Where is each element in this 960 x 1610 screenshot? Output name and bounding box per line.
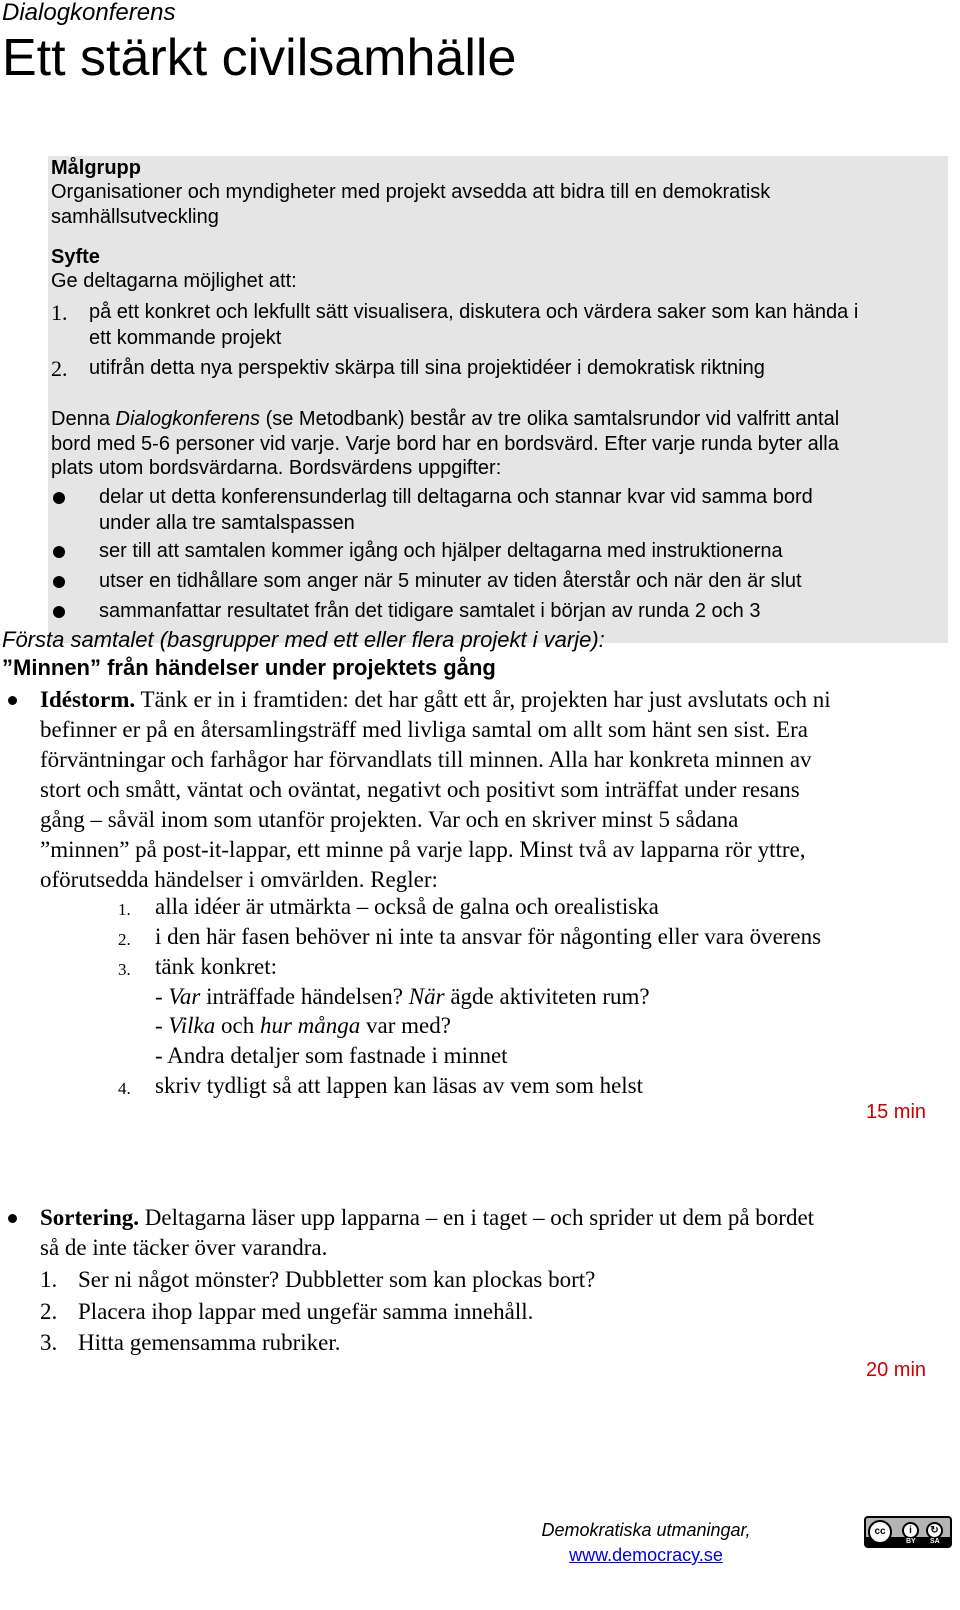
bullet-icon xyxy=(8,1214,17,1223)
idestorm-line: ”minnen” på post-it-lappar, ett minne på varje lapp. Minst två av lapparna rör yttre, xyxy=(40,837,806,862)
rule-number: 2. xyxy=(118,930,131,949)
document-kicker: Dialogkonferens xyxy=(2,0,176,26)
attribution-icon: i xyxy=(902,1522,919,1539)
rule-subitem-text: inträffade händelsen? xyxy=(200,984,409,1009)
license-sa-label: SA xyxy=(930,1538,940,1545)
dialogkonferens-italic: Dialogkonferens xyxy=(115,408,261,430)
intro-paragraph-line: plats utom bordsvärdarna. Bordsvärdens uppgifter: xyxy=(51,457,502,479)
footer-link[interactable]: www.democracy.se xyxy=(569,1545,723,1565)
rule-subitem-text: ägde aktiviteten rum? xyxy=(444,984,650,1009)
idestorm-line: oförutsedda händelser i omvärlden. Regler: xyxy=(40,867,438,892)
syfte-heading: Syfte xyxy=(51,246,100,268)
rule-item: skriv tydligt så att lappen kan läsas av vem som helst xyxy=(155,1073,644,1098)
footer xyxy=(526,1518,766,1568)
time-label: 15 min xyxy=(866,1101,927,1123)
rule-subitem-italic: hur många xyxy=(259,1013,361,1038)
rule-subitem-text: och xyxy=(215,1013,260,1038)
page-title: Ett stärkt civilsamhälle xyxy=(2,29,517,87)
bullet-icon xyxy=(8,696,17,705)
rule-subitem-text: - xyxy=(155,1013,169,1038)
rule-subitem-text: var med? xyxy=(360,1013,451,1038)
share-alike-icon: ↻ xyxy=(926,1522,943,1539)
sortering-item: Ser ni något mönster? Dubbletter som kan plockas bort? xyxy=(78,1267,596,1292)
rule-subitem xyxy=(155,1013,451,1039)
malgrupp-text-line: Organisationer och myndigheter med projekt avsedda att bidra till en demokratisk xyxy=(51,181,771,203)
section-heading: Första samtalet (basgrupper med ett eller flera projekt i varje): xyxy=(2,627,605,652)
bullet-icon xyxy=(53,546,65,558)
rule-number: 3. xyxy=(118,960,131,979)
sortering-item: Placera ihop lappar med ungefär samma innehåll. xyxy=(78,1299,534,1324)
rule-subitem-italic: När xyxy=(408,984,445,1009)
cc-license-icon xyxy=(864,1516,952,1548)
cc-icon: cc xyxy=(868,1520,892,1544)
time-label: 20 min xyxy=(866,1359,927,1381)
rule-subitem: - Andra detaljer som fastnade i minnet xyxy=(155,1043,508,1068)
rule-subitem-italic: Var xyxy=(168,984,201,1009)
license-by-label: BY xyxy=(906,1538,916,1545)
rule-item: tänk konkret: xyxy=(155,954,277,979)
intro-text: Denna xyxy=(51,408,116,430)
duty-item: under alla tre samtalspassen xyxy=(99,512,355,534)
intro-paragraph-line xyxy=(51,407,839,432)
rule-item: alla idéer är utmärkta – också de galna och orealistiska xyxy=(155,894,659,919)
rule-subitem-italic: Vilka xyxy=(168,1013,216,1038)
rule-subitem-text: - xyxy=(155,984,169,1009)
syfte-item-text: ett kommande projekt xyxy=(89,327,282,349)
syfte-intro: Ge deltagarna möjlighet att: xyxy=(51,270,297,292)
idestorm-line xyxy=(40,685,831,716)
rule-number: 1. xyxy=(118,900,131,919)
idestorm-label: Idéstorm. xyxy=(40,687,136,712)
footer-credit: Demokratiska utmaningar, xyxy=(541,1520,751,1540)
malgrupp-text-line: samhällsutveckling xyxy=(51,206,219,228)
duty-item: ser till att samtalen kommer igång och hjälper deltagarna med instruktionerna xyxy=(99,540,783,562)
sortering-item-number: 2. xyxy=(40,1299,58,1324)
sortering-item: Hitta gemensamma rubriker. xyxy=(78,1330,341,1355)
syfte-item-text: utifrån detta nya perspektiv skärpa till sina projektidéer i demokratisk riktning xyxy=(89,357,765,379)
duty-item: sammanfattar resultatet från det tidigare samtalet i början av runda 2 och 3 xyxy=(99,600,761,622)
sortering-item-number: 1. xyxy=(40,1267,58,1292)
rule-item: i den här fasen behöver ni inte ta ansvar för någonting eller vara överens xyxy=(155,924,822,949)
sortering-line xyxy=(40,1203,814,1234)
syfte-item-number: 2. xyxy=(51,356,68,381)
bullet-icon xyxy=(53,576,65,588)
sortering-text: Deltagarna läser upp lapparna – en i taget – och sprider ut dem på bordet xyxy=(139,1205,815,1230)
idestorm-line: stort och smått, väntat och oväntat, negativt och positivt som inträffat under resans xyxy=(40,777,800,802)
syfte-item-number: 1. xyxy=(51,300,68,325)
bullet-icon xyxy=(53,606,65,618)
idestorm-text: Tänk er in i framtiden: det har gått ett år, projekten har just avslutats och ni xyxy=(135,687,831,712)
idestorm-line: gång – såväl inom som utanför projekten. Var och en skriver minst 5 sådana xyxy=(40,807,739,832)
rule-number: 4. xyxy=(118,1079,131,1098)
duty-item: utser en tidhållare som anger när 5 minuter av tiden återstår och när den är slut xyxy=(99,570,802,592)
duty-item: delar ut detta konferensunderlag till deltagarna och stannar kvar vid samma bord xyxy=(99,486,813,508)
sortering-label: Sortering. xyxy=(40,1205,140,1230)
info-box xyxy=(48,156,948,643)
idestorm-line: befinner er på en återsamlingsträff med livliga samtal om allt som hänt sen sist. Era xyxy=(40,717,808,742)
section-subheading: ”Minnen” från händelser under projektets gång xyxy=(2,655,496,680)
sortering-item-number: 3. xyxy=(40,1330,58,1355)
syfte-item-text: på ett konkret och lekfullt sätt visualisera, diskutera och värdera saker som kan hända i xyxy=(89,301,859,323)
intro-paragraph-line: bord med 5-6 personer vid varje. Varje bord har en bordsvärd. Efter varje runda byter alla xyxy=(51,433,839,455)
intro-text: (se Metodbank) består av tre olika samtalsrundor vid valfritt antal xyxy=(260,408,840,430)
sortering-line: så de inte täcker över varandra. xyxy=(40,1235,328,1260)
rule-subitem xyxy=(155,984,650,1010)
malgrupp-heading: Målgrupp xyxy=(51,157,141,179)
bullet-icon xyxy=(53,492,65,504)
idestorm-line: förväntningar och farhågor har förvandlats till minnen. Alla har konkreta minnen av xyxy=(40,747,812,772)
